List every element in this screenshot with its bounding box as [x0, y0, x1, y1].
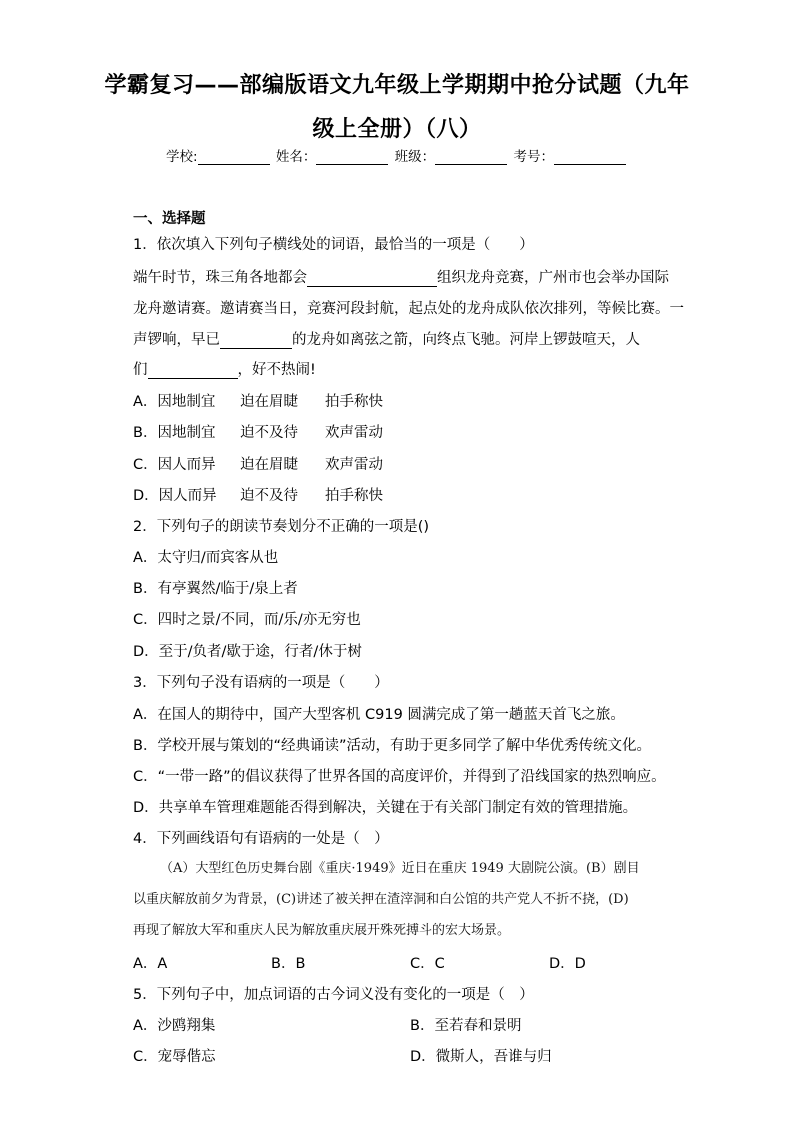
q1-passage-line4 — [133, 358, 316, 379]
q4-option-b[interactable]: B．B — [271, 956, 306, 972]
class-label: 班级： — [394, 149, 436, 165]
q2-stem: 2．下列句子的朗读节奏划分不正确的一项是() — [133, 519, 430, 535]
q4-passage-line2: 以重庆解放前夕为背景，(C)讲述了被关押在渣滓洞和白公馆的共产党人不折不挠，(D) — [133, 892, 629, 907]
q4-stem: 4．下列画线语句有语病的一处是（ ） — [133, 831, 389, 847]
q1-blank-3[interactable] — [148, 362, 238, 379]
q1-text-d: 的龙舟如离弦之箭，向终点飞驰。河岸上锣鼓喧天，人 — [292, 332, 640, 348]
q1-text-e: 们 — [133, 362, 148, 378]
q1-option-d[interactable]: D．因人而异 迫不及待 拍手称快 — [133, 488, 383, 504]
q4-passage-line1: （A）大型红色历史舞台剧《重庆·1949》近日在重庆 1949 大剧院公演。(B）剧目 — [160, 861, 640, 876]
q1-passage-line1 — [133, 266, 669, 287]
q5-option-d[interactable]: D．微斯人，吾谁与归 — [410, 1049, 552, 1065]
q3-stem: 3．下列句子没有语病的一项是（ ） — [133, 675, 389, 691]
name-label: 姓名： — [275, 149, 317, 165]
q1-option-a[interactable]: A．因地制宜 迫在眉睫 拍手称快 — [133, 394, 383, 410]
student-info-row — [0, 145, 794, 165]
q1-text-b: 组织龙舟竞赛，广州市也会举办国际 — [437, 270, 669, 286]
q5-option-b[interactable]: B．至若春和景明 — [410, 1018, 522, 1034]
q4-option-c[interactable]: C．C — [410, 956, 445, 972]
q3-option-a[interactable]: A．在国人的期待中，国产大型客机 C919 圆满完成了第一趟蓝天首飞之旅。 — [133, 707, 625, 723]
q1-stem: 1．依次填入下列句子横线处的词语，最恰当的一项是（ ） — [133, 237, 534, 253]
q1-text-f: ，好不热闹! — [237, 362, 316, 378]
q4-option-a[interactable]: A．A — [133, 956, 168, 972]
exam-number-label: 考号： — [513, 149, 554, 165]
q2-option-a[interactable]: A．太守归/而宾客从也 — [133, 550, 279, 566]
school-blank[interactable] — [198, 150, 270, 165]
q3-option-d[interactable]: D．共享单车管理难题能否得到解决，关键在于有关部门制定有效的管理措施。 — [133, 800, 638, 816]
q3-option-b[interactable]: B．学校开展与策划的“经典诵读”活动，有助于更多同学了解中华优秀传统文化。 — [133, 738, 651, 754]
q1-blank-1[interactable] — [307, 270, 437, 287]
q1-option-c[interactable]: C．因人而异 迫在眉睫 欢声雷动 — [133, 457, 383, 473]
school-label: 学校: — [166, 149, 198, 165]
q4-option-d[interactable]: D．D — [549, 956, 586, 972]
q2-option-b[interactable]: B．有亭翼然/临于/泉上者 — [133, 581, 298, 597]
name-blank[interactable] — [316, 150, 388, 165]
exam-number-blank[interactable] — [554, 150, 626, 165]
q1-passage-line3 — [133, 328, 640, 349]
q1-passage-line2: 龙舟邀请赛。邀请赛当日，竞赛河段封航，起点处的龙舟成队依次排列，等候比赛。一 — [133, 301, 684, 317]
exam-title-line1: 学霸复习——部编版语文九年级上学期期中抢分试题（九年 — [104, 73, 690, 98]
exam-title-line2: 级上全册）（八） — [312, 117, 482, 142]
q2-option-c[interactable]: C．四时之景/不同，而/乐/亦无穷也 — [133, 612, 361, 628]
q2-option-d[interactable]: D．至于/负者/歇于途，行者/休于树 — [133, 644, 362, 660]
q5-option-c[interactable]: C．宠辱偕忘 — [133, 1049, 216, 1065]
q1-text-c: 声锣响，早已 — [133, 332, 220, 348]
section-heading: 一、选择题 — [133, 211, 206, 227]
q4-passage-line3: 再现了解放大军和重庆人民为解放重庆展开殊死搏斗的宏大场景。 — [133, 923, 511, 938]
q1-option-b[interactable]: B．因地制宜 迫不及待 欢声雷动 — [133, 425, 383, 441]
q5-stem: 5．下列句子中，加点词语的古今词义没有变化的一项是（ ） — [133, 987, 534, 1003]
q1-blank-2[interactable] — [220, 332, 292, 349]
q3-option-c[interactable]: C．“一带一路”的倡议获得了世界各国的高度评价，并得到了沿线国家的热烈响应。 — [133, 769, 666, 785]
q5-option-a[interactable]: A．沙鸥翔集 — [133, 1018, 216, 1034]
class-blank[interactable] — [435, 150, 507, 165]
q1-text-a: 端午时节，珠三角各地都会 — [133, 270, 307, 286]
